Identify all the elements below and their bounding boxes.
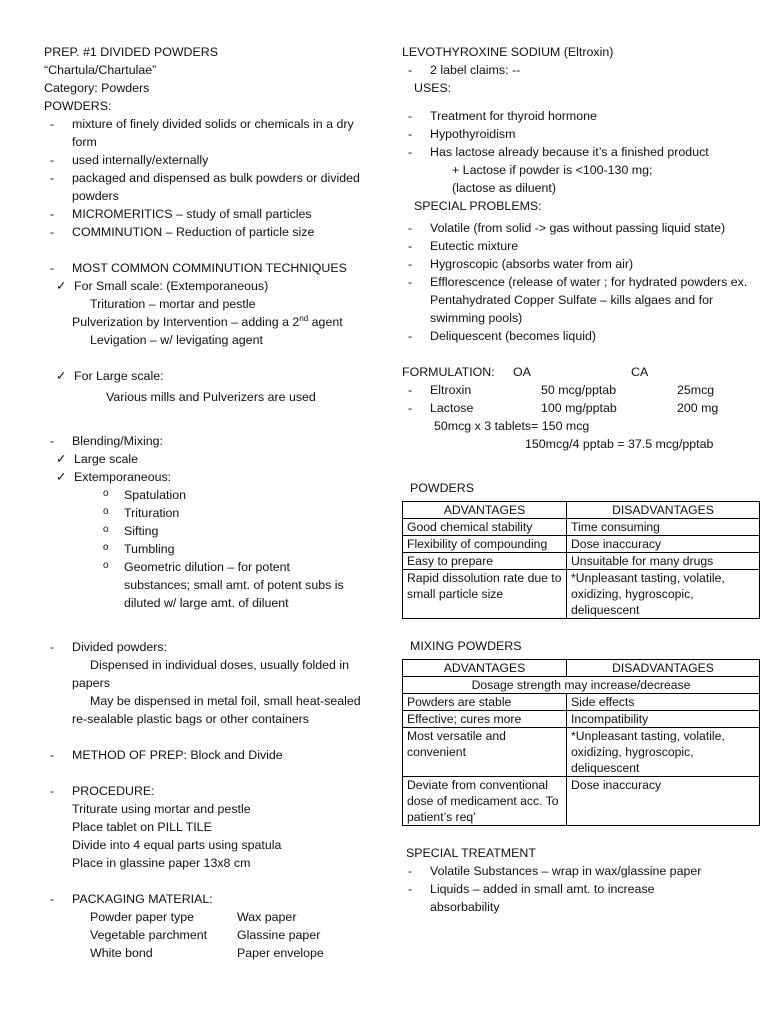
table-cell: Unsuitable for many drugs: [567, 553, 760, 570]
method-item: o Trituration: [44, 504, 369, 522]
table-cell: *Unpleasant tasting, volatile, oxidizing, hygroscopic, deliquescent: [567, 570, 760, 619]
special-item: - Volatile Substances – wrap in wax/glassine paper: [402, 862, 760, 880]
procedure-heading: - PROCEDURE:: [44, 782, 369, 800]
list-item: - mixture of finely divided solids or chemicals in a dry form: [44, 115, 369, 151]
calculation: 50mcg x 3 tablets= 150 mcg: [434, 419, 590, 433]
table-cell: Time consuming: [567, 519, 760, 536]
category: Category: Powders: [44, 81, 150, 95]
table-cell: Incompatibility: [567, 711, 760, 728]
comminution-heading: - MOST COMMON COMMINUTION TECHNIQUES: [44, 259, 369, 277]
table-cell: Dose inaccuracy: [567, 536, 760, 553]
packaging-item: White bond: [90, 946, 153, 960]
special-heading: SPECIAL TREATMENT: [406, 846, 536, 860]
problem-item: - Volatile (from solid -> gas without passing liquid state): [402, 219, 760, 237]
table-span-cell: Dosage strength may increase/decrease: [403, 677, 760, 694]
small-scale-check: ✓ For Small scale: (Extemporaneous): [44, 277, 369, 295]
powders-table: [402, 501, 760, 619]
right-column: [402, 43, 760, 916]
formulation-header: [402, 363, 760, 381]
special-item: - Liquids – added in small amt. to increase absorbability: [402, 880, 760, 916]
table-cell: Rapid dissolution rate due to small particle size: [403, 570, 567, 619]
table-cell: Effective; cures more: [403, 711, 567, 728]
list-item: - packaged and dispensed as bulk powders or divided powders: [44, 169, 369, 205]
drug-title: LEVOTHYROXINE SODIUM (Eltroxin): [402, 45, 614, 59]
table-cell: Side effects: [567, 694, 760, 711]
formulation-row: [402, 399, 760, 417]
ordinal-suffix: nd: [299, 313, 309, 323]
divided-heading: - Divided powders:: [44, 638, 369, 656]
pulverization-text-end: agent: [308, 315, 343, 329]
powders-heading: POWDERS:: [44, 99, 112, 113]
table-row: [403, 553, 760, 570]
oa-label: OA: [513, 365, 531, 379]
calculation: 150mcg/4 pptab = 37.5 mcg/pptab: [525, 437, 714, 451]
problem-item: - Eutectic mixture: [402, 237, 760, 255]
lactose-note: + Lactose if powder is <100-130 mg;: [452, 163, 653, 177]
packaging-item: Vegetable parchment: [90, 928, 208, 942]
problem-item: - Deliquescent (becomes liquid): [402, 327, 760, 345]
list-item: - used internally/externally: [44, 151, 369, 169]
table-row: [403, 519, 760, 536]
extemp-check: ✓ Extemporaneous:: [44, 468, 369, 486]
large-check: ✓ Large scale: [44, 450, 369, 468]
ingredient-name: - Lactose: [430, 401, 474, 415]
table-header-row: [403, 660, 760, 677]
header-disadvantages: DISADVANTAGES: [567, 502, 760, 519]
ca-value: 25mcg: [677, 383, 715, 397]
uses-heading: USES:: [414, 81, 452, 95]
table-cell: Dose inaccuracy: [567, 777, 760, 826]
divided-line-1: Dispensed in individual doses, usually folded in papers: [72, 658, 349, 690]
ca-value: 200 mg: [677, 401, 719, 415]
packaging-row: [44, 926, 369, 944]
pulverization-text: Pulverization by Intervention – adding a 2: [72, 315, 300, 329]
ingredient-name: - Eltroxin: [430, 383, 472, 397]
header-advantages: ADVANTAGES: [403, 660, 567, 677]
blending-heading: - Blending/Mixing:: [44, 432, 369, 450]
packaging-item: Wax paper: [237, 910, 297, 924]
divided-line-2: May be dispensed in metal foil, small heat-sealed re-sealable plastic bags or other containers: [72, 694, 361, 726]
levigation-line: Levigation – w/ levigating agent: [90, 333, 263, 347]
procedure-step: Triturate using mortar and pestle: [72, 802, 251, 816]
use-item: - Has lactose already because it’s a finished product: [402, 143, 760, 161]
packaging-item: Powder paper type: [90, 910, 195, 924]
table-cell: Good chemical stability: [403, 519, 567, 536]
procedure-step: Divide into 4 equal parts using spatula: [72, 838, 282, 852]
packaging-row: [44, 908, 369, 926]
mixing-table: [402, 659, 760, 826]
oa-value: 100 mg/pptab: [541, 401, 617, 415]
table-row: [403, 711, 760, 728]
problems-heading: SPECIAL PROBLEMS:: [414, 199, 542, 213]
use-item: - Hypothyroidism: [402, 125, 760, 143]
table-row: [403, 694, 760, 711]
method-of-prep: - METHOD OF PREP: Block and Divide: [44, 746, 369, 764]
formulation-label: FORMULATION:: [402, 365, 495, 379]
ca-label: CA: [631, 365, 649, 379]
oa-value: 50 mcg/pptab: [541, 383, 617, 397]
pulverization-line: [44, 313, 369, 331]
subtitle: “Chartula/Chartulae”: [44, 63, 157, 77]
table-cell: Easy to prepare: [403, 553, 567, 570]
packaging-heading: - PACKAGING MATERIAL:: [44, 890, 369, 908]
table-cell: *Unpleasant tasting, volatile, oxidizing, hygroscopic, deliquescent: [567, 728, 760, 777]
trituration-line: Trituration – mortar and pestle: [90, 297, 256, 311]
problem-item: - Efflorescence (release of water ; for hydrated powders ex. Pentahydrated Copper Sulfate – kills algaes and for swimming pools): [402, 273, 760, 327]
table-row: [403, 728, 760, 777]
packaging-item: Paper envelope: [237, 946, 324, 960]
method-item: o Tumbling: [44, 540, 369, 558]
mills-line: Various mills and Pulverizers are used: [106, 390, 316, 404]
table-row: [403, 570, 760, 619]
label-claims: - 2 label claims: --: [402, 61, 760, 79]
method-item: o Geometric dilution – for potent substances; small amt. of potent subs is diluted w/ large amt. of diluent: [44, 558, 369, 612]
packaging-row: [44, 944, 369, 962]
list-item: - MICROMERITICS – study of small particles: [44, 205, 369, 223]
header-advantages: ADVANTAGES: [403, 502, 567, 519]
table-header-row: [403, 502, 760, 519]
method-item: o Sifting: [44, 522, 369, 540]
table-row: [403, 677, 760, 694]
left-column: [44, 43, 369, 962]
large-scale-check: ✓ For Large scale:: [44, 367, 369, 385]
powders-table-title: POWDERS: [410, 481, 475, 495]
table-row: [403, 777, 760, 826]
procedure-step: Place in glassine paper 13x8 cm: [72, 856, 251, 870]
lactose-note: (lactose as diluent): [452, 181, 556, 195]
table-cell: Most versatile and convenient: [403, 728, 567, 777]
method-item: o Spatulation: [44, 486, 369, 504]
list-item: - COMMINUTION – Reduction of particle size: [44, 223, 369, 241]
page-title: PREP. #1 DIVIDED POWDERS: [44, 45, 218, 59]
packaging-item: Glassine paper: [237, 928, 321, 942]
table-cell: Powders are stable: [403, 694, 567, 711]
procedure-step: Place tablet on PILL TILE: [72, 820, 212, 834]
header-disadvantages: DISADVANTAGES: [567, 660, 760, 677]
table-cell: Deviate from conventional dose of medicament acc. To patient’s req’: [403, 777, 567, 826]
use-item: - Treatment for thyroid hormone: [402, 107, 760, 125]
table-cell: Flexibility of compounding: [403, 536, 567, 553]
mixing-table-title: MIXING POWDERS: [410, 639, 522, 653]
table-row: [403, 536, 760, 553]
problem-item: - Hygroscopic (absorbs water from air): [402, 255, 760, 273]
formulation-row: [402, 381, 760, 399]
